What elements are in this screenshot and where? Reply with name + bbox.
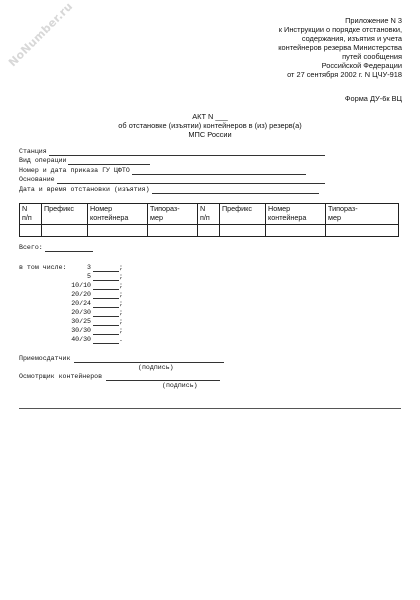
table-cell[interactable] — [220, 225, 266, 237]
row-end: ; — [119, 327, 123, 334]
row-end: ; — [119, 273, 123, 280]
field-datetime — [19, 185, 319, 194]
watermark-text: NoNumber.ru — [6, 0, 76, 70]
header-cell: Типораз- мер — [148, 204, 198, 225]
table-cell[interactable] — [266, 225, 326, 237]
quantity-input-line[interactable] — [93, 282, 119, 290]
size-label: 20/30 — [71, 309, 91, 316]
inspector-sign-hint: (подпись) — [162, 382, 198, 389]
breakdown-prefix: в том числе: — [19, 264, 67, 271]
total-label: Всего: — [19, 244, 43, 251]
act-subject: об отстановке (изъятии) контейнеров в (из) резерв(а) — [118, 121, 302, 130]
breakdown-row — [19, 281, 123, 290]
operation-input-line[interactable] — [68, 157, 150, 165]
row-end: ; — [119, 300, 123, 307]
field-label: Вид операции — [19, 157, 67, 164]
field-order — [19, 166, 306, 175]
quantity-input-line[interactable] — [93, 318, 119, 326]
quantity-input-line[interactable] — [93, 273, 119, 281]
field-basis — [19, 175, 325, 184]
field-station — [19, 147, 325, 156]
annex-line: Приложение N 3 — [345, 16, 402, 25]
inspector-signature-line[interactable] — [106, 373, 220, 381]
station-input-line[interactable] — [49, 148, 325, 156]
field-label: Дата и время отстановки (изъятия) — [19, 186, 150, 193]
header-cell: Номер контейнера — [88, 204, 148, 225]
quantity-input-line[interactable] — [93, 291, 119, 299]
breakdown-row — [19, 272, 123, 281]
row-end: ; — [119, 309, 123, 316]
quantity-input-line[interactable] — [93, 336, 119, 344]
header-cell: Префикс — [220, 204, 266, 225]
size-label: 20/24 — [71, 300, 91, 307]
size-label: 10/10 — [71, 282, 91, 289]
act-number: АКТ N ___ — [192, 112, 228, 121]
header-cell: N п/п — [20, 204, 42, 225]
receiver-sign-hint: (подпись) — [138, 364, 174, 371]
receiver-signature-line[interactable] — [74, 355, 224, 363]
breakdown-row — [19, 290, 123, 299]
table-cell[interactable] — [198, 225, 220, 237]
row-end: ; — [119, 264, 123, 271]
quantity-input-line[interactable] — [93, 309, 119, 317]
size-label: 5 — [87, 273, 91, 280]
table-row — [20, 225, 399, 237]
size-label: 30/30 — [71, 327, 91, 334]
table-header-row — [20, 204, 399, 225]
annex-line: от 27 сентября 2002 г. N ЦЧУ-918 — [287, 70, 402, 79]
basis-input-line[interactable] — [57, 176, 325, 184]
header-cell: Префикс — [42, 204, 88, 225]
breakdown-row — [19, 317, 123, 326]
table-cell[interactable] — [20, 225, 42, 237]
size-label: 30/25 — [71, 318, 91, 325]
field-label: Номер и дата приказа ГУ ЦФТО — [19, 167, 130, 174]
table-cell[interactable] — [326, 225, 399, 237]
annex-line: контейнеров резерва Министерства — [278, 43, 402, 52]
field-label: Основание — [19, 176, 55, 183]
form-code: Форма ДУ-6к ВЦ — [344, 94, 402, 103]
quantity-input-line[interactable] — [93, 327, 119, 335]
table-cell[interactable] — [42, 225, 88, 237]
annex-line: Российской Федерации — [321, 61, 402, 70]
breakdown-row — [19, 335, 123, 344]
annex-line: путей сообщения — [342, 52, 402, 61]
field-operation — [19, 156, 150, 165]
table-cell[interactable] — [88, 225, 148, 237]
breakdown-row — [19, 263, 123, 272]
size-label: 40/30 — [71, 336, 91, 343]
size-label: 20/20 — [71, 291, 91, 298]
breakdown-row — [19, 308, 123, 317]
row-end: . — [119, 336, 123, 343]
annex-block — [182, 16, 402, 79]
row-end: ; — [119, 282, 123, 289]
receiver-label: Приемосдатчик — [19, 355, 71, 362]
header-cell: N п/п — [198, 204, 220, 225]
order-input-line[interactable] — [132, 167, 306, 175]
total-row — [19, 243, 93, 252]
annex-line: к Инструкции о порядке отстановки, — [278, 25, 402, 34]
row-end: ; — [119, 318, 123, 325]
quantity-input-line[interactable] — [93, 264, 119, 272]
field-label: Станция — [19, 148, 47, 155]
bottom-divider — [19, 408, 401, 409]
size-label: 3 — [87, 264, 91, 271]
containers-table — [19, 203, 399, 237]
breakdown-row — [19, 299, 123, 308]
act-title — [0, 112, 420, 139]
inspector-label: Осмотрщик контейнеров — [19, 373, 103, 380]
header-cell: Типораз- мер — [326, 204, 399, 225]
header-cell: Номер контейнера — [266, 204, 326, 225]
annex-line: содержания, изъятия и учета — [301, 34, 402, 43]
quantity-input-line[interactable] — [93, 300, 119, 308]
row-end: ; — [119, 291, 123, 298]
receiver-row — [19, 354, 224, 363]
act-ministry: МПС России — [188, 130, 232, 139]
total-input-line[interactable] — [45, 244, 93, 252]
table-cell[interactable] — [148, 225, 198, 237]
inspector-row — [19, 372, 220, 381]
breakdown-row — [19, 326, 123, 335]
datetime-input-line[interactable] — [152, 186, 319, 194]
